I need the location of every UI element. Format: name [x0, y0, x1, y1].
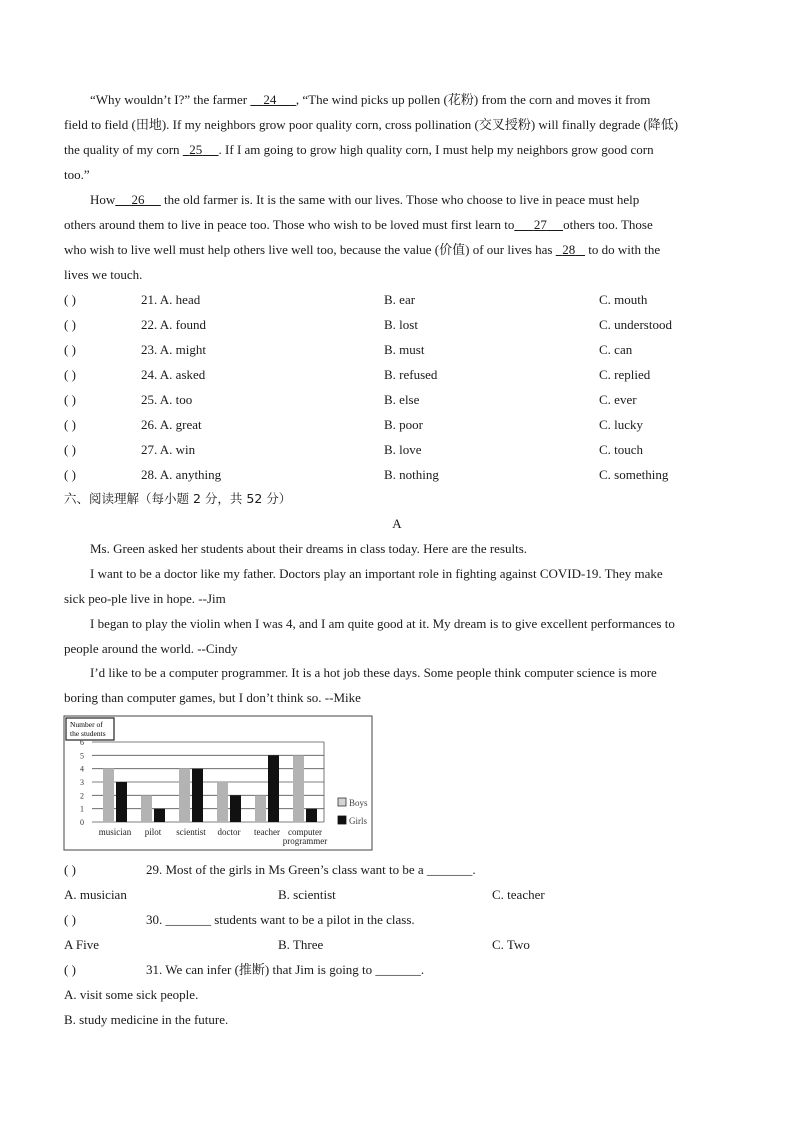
option-c[interactable]: C. touch [599, 442, 644, 457]
q29-option-c[interactable]: C. teacher [492, 887, 545, 902]
q29-text: 29. Most of the girls in Ms Green’s class want to be a _______. [146, 862, 476, 877]
section-heading: 六、阅读理解（每小题 2 分，共 52 分） [64, 491, 292, 506]
y-tick-label: 1 [80, 804, 84, 814]
option-a[interactable]: 23. A. might [141, 342, 207, 357]
passage-line-1: “Why wouldn’t I?” the farmer 24 , “The wind picks up pollen (花粉) from the corn and moves it from [90, 92, 651, 107]
category-label: teacher [254, 827, 280, 837]
y-tick-label: 3 [80, 778, 84, 787]
bar-boys-pilot [141, 795, 152, 822]
blank-28[interactable]: 28 [562, 242, 576, 257]
blank-24[interactable]: 24 [263, 92, 277, 107]
dreams-bar-chart [62, 712, 374, 852]
answer-paren[interactable]: ( ) [64, 392, 76, 407]
option-row [64, 367, 764, 383]
option-c[interactable]: C. mouth [599, 292, 648, 307]
reading-intro: Ms. Green asked her students about their dreams in class today. Here are the results. [90, 541, 528, 556]
answer-paren[interactable]: ( ) [64, 292, 76, 307]
mike-line-1: I’d like to be a computer programmer. It is a hot job these days. Some people think computer science is more [90, 665, 657, 680]
option-b[interactable]: B. poor [384, 417, 423, 432]
blank-25[interactable]: 25 [189, 142, 203, 157]
bar-girls-musician [116, 782, 127, 822]
option-b[interactable]: B. lost [384, 317, 418, 332]
option-c[interactable]: C. understood [599, 317, 672, 332]
option-row [64, 392, 764, 408]
bar-boys-scientist [179, 769, 190, 822]
option-b[interactable]: B. love [384, 442, 422, 457]
category-label: doctor [217, 827, 241, 837]
cindy-line-2: people around the world. --Cindy [64, 641, 238, 656]
option-row [64, 342, 764, 358]
y-tick-label: 2 [80, 791, 84, 801]
bar-boys-musician [103, 769, 114, 822]
option-a[interactable]: 27. A. win [141, 442, 196, 457]
passage-line-2: field to field (田地). If my neighbors grow poor quality corn, cross pollination (交叉授粉) will finally degrade (降低) [64, 117, 679, 132]
passage-line-4: too.” [64, 167, 90, 182]
ylabel-line2: the students [70, 729, 106, 738]
option-row [64, 467, 764, 483]
blank-27[interactable]: 27 [533, 217, 547, 232]
option-row [64, 417, 764, 433]
option-row [64, 317, 764, 333]
bar-boys-computer-programmer [293, 755, 304, 822]
option-a[interactable]: 28. A. anything [141, 467, 222, 482]
q31-text: 31. We can infer (推断) that Jim is going to _______. [146, 962, 425, 977]
q31-paren[interactable]: ( ) [64, 962, 76, 977]
option-c[interactable]: C. something [599, 467, 669, 482]
passage-line-7: who wish to live well must help others live well too, because the value (价值) of our lives has 28 to do with the [64, 242, 661, 257]
option-c[interactable]: C. lucky [599, 417, 644, 432]
category-label: pilot [144, 827, 162, 837]
option-a[interactable]: 26. A. great [141, 417, 202, 432]
option-a[interactable]: 25. A. too [141, 392, 193, 407]
y-tick-label: 4 [80, 764, 84, 774]
category-label-line2: programmer [282, 836, 328, 846]
legend-swatch-girls [338, 816, 346, 824]
mike-line-2: boring than computer games, but I don’t think so. --Mike [64, 690, 361, 705]
option-b[interactable]: B. must [384, 342, 425, 357]
option-b[interactable]: B. nothing [384, 467, 439, 482]
answer-paren[interactable]: ( ) [64, 317, 76, 332]
ylabel-line1: Number of [70, 720, 103, 729]
q30-option-a[interactable]: A Five [64, 937, 100, 952]
q30-text: 30. _______ students want to be a pilot in the class. [146, 912, 415, 927]
legend-label-boys: Boys [349, 798, 368, 808]
bar-girls-computer-programmer [306, 809, 317, 822]
category-label: computer [288, 827, 322, 837]
q31-option-b[interactable]: B. study medicine in the future. [64, 1012, 229, 1027]
option-c[interactable]: C. replied [599, 367, 651, 382]
answer-paren[interactable]: ( ) [64, 342, 76, 357]
option-row [64, 442, 764, 458]
q30-option-b[interactable]: B. Three [278, 937, 324, 952]
option-b[interactable]: B. ear [384, 292, 416, 307]
option-a[interactable]: 24. A. asked [141, 367, 206, 382]
y-tick-label: 6 [80, 738, 84, 747]
q29-option-a[interactable]: A. musician [64, 887, 127, 902]
part-label: A [392, 516, 402, 531]
bar-girls-pilot [154, 809, 165, 822]
option-c[interactable]: C. ever [599, 392, 637, 407]
legend-swatch-boys [338, 798, 346, 806]
legend-label-girls: Girls [349, 816, 367, 826]
answer-paren[interactable]: ( ) [64, 467, 76, 482]
option-b[interactable]: B. refused [384, 367, 438, 382]
option-b[interactable]: B. else [384, 392, 420, 407]
cindy-line-1: I began to play the violin when I was 4, and I am quite good at it. My dream is to give excellent performances to [90, 616, 675, 631]
passage-line-3: the quality of my corn 25 . If I am going to grow high quality corn, I must help my neighbors grow good corn [64, 142, 654, 157]
passage-line-8: lives we touch. [64, 267, 143, 282]
option-a[interactable]: 21. A. head [141, 292, 201, 307]
passage-line-5: How 26 the old farmer is. It is the same with our lives. Those who choose to live in peace must help [90, 192, 640, 207]
bar-boys-teacher [255, 795, 266, 822]
jim-line-2: sick peo-ple live in hope. --Jim [64, 591, 226, 606]
category-label: scientist [176, 827, 206, 837]
bar-girls-teacher [268, 755, 279, 822]
option-c[interactable]: C. can [599, 342, 633, 357]
answer-paren[interactable]: ( ) [64, 417, 76, 432]
q30-paren[interactable]: ( ) [64, 912, 76, 927]
option-row [64, 292, 764, 308]
bar-girls-scientist [192, 769, 203, 822]
q29-option-b[interactable]: B. scientist [278, 887, 336, 902]
passage-line-6: others around them to live in peace too. Those who wish to be loved must first learn to 27 others too. Those [64, 217, 653, 232]
option-a[interactable]: 22. A. found [141, 317, 206, 332]
q29-paren[interactable]: ( ) [64, 862, 76, 877]
bar-girls-doctor [230, 795, 241, 822]
y-tick-label: 5 [80, 751, 84, 761]
q31-option-a[interactable]: A. visit some sick people. [64, 987, 199, 1002]
answer-paren[interactable]: ( ) [64, 442, 76, 457]
q30-option-c[interactable]: C. Two [492, 937, 530, 952]
jim-line-1: I want to be a doctor like my father. Doctors play an important role in fighting against COVID-19. They make [90, 566, 663, 581]
bar-boys-doctor [217, 782, 228, 822]
answer-paren[interactable]: ( ) [64, 367, 76, 382]
category-label: musician [98, 827, 132, 837]
blank-26[interactable]: 26 [131, 192, 145, 207]
y-tick-label: 0 [80, 818, 84, 827]
